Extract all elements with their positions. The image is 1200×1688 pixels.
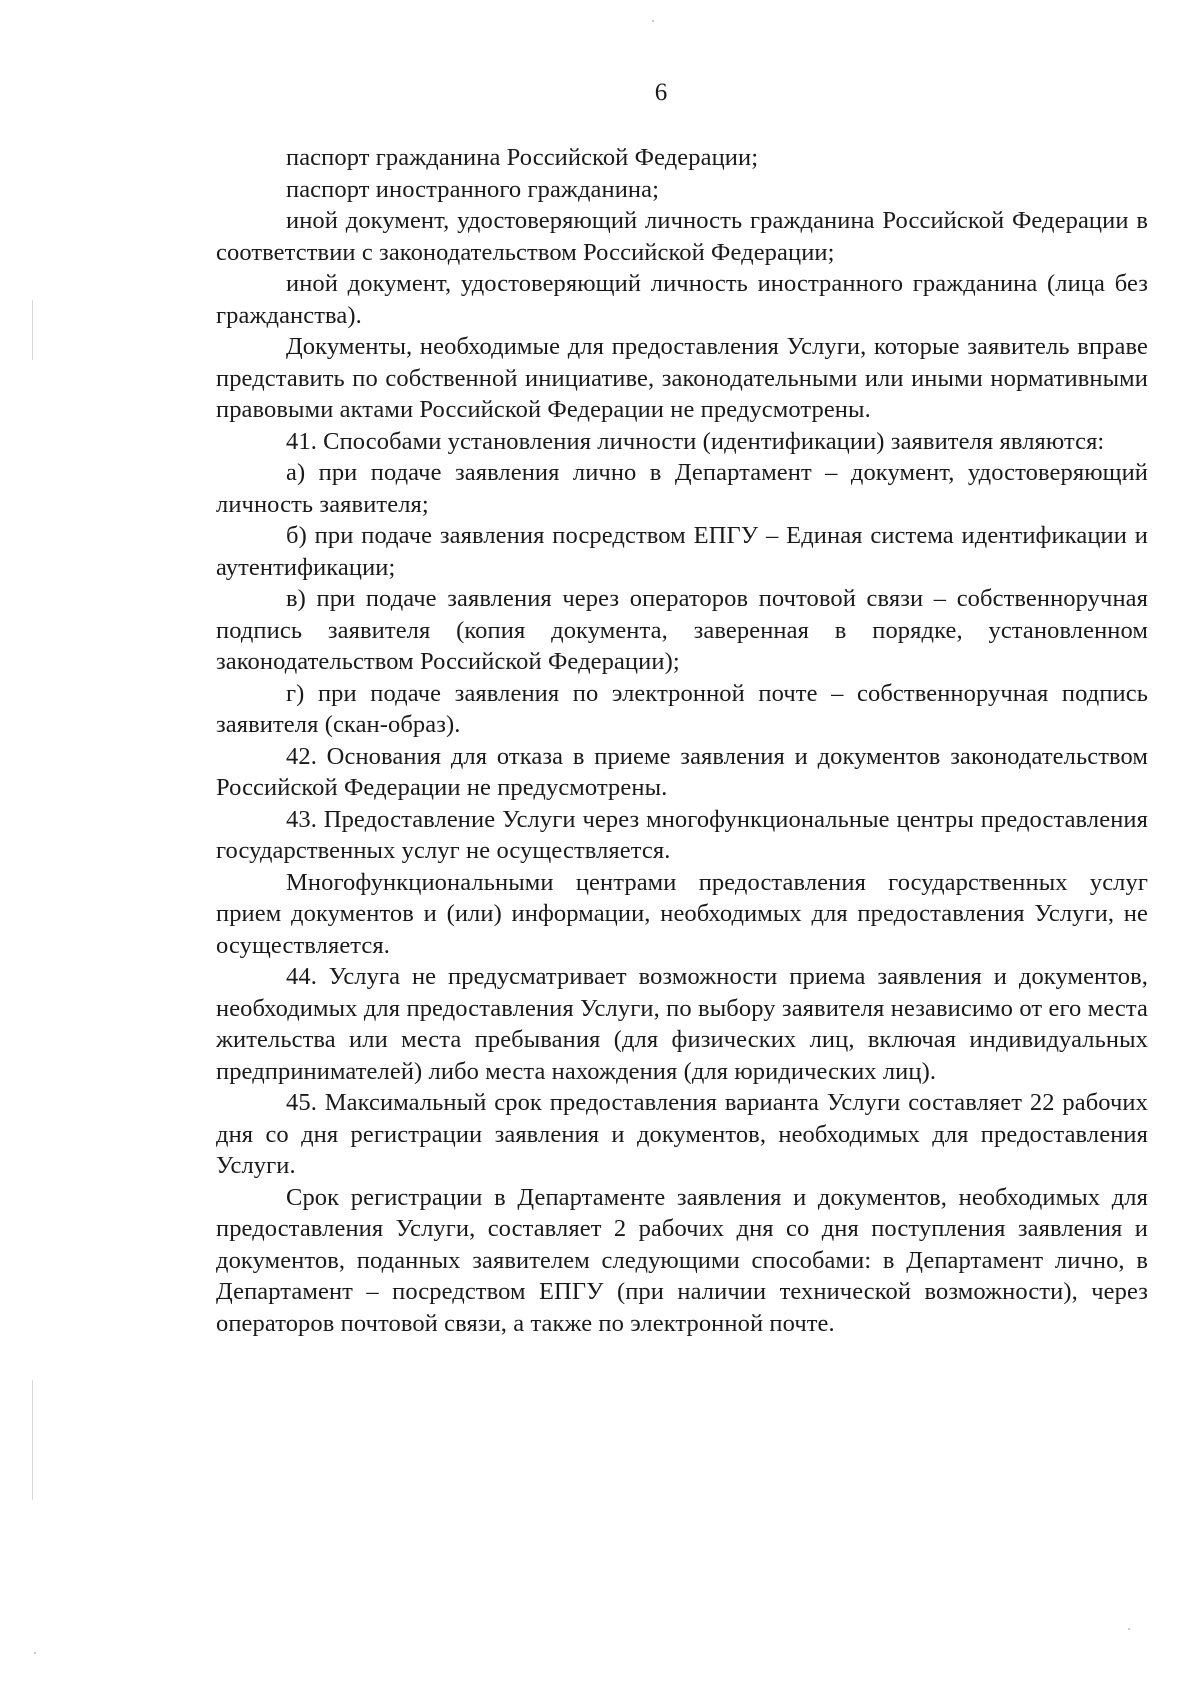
scan-margin-mark: [32, 1380, 33, 1500]
paragraph-subitem-g: г) при подаче заявления по электронной почте – собственноручная подпись заявителя (скан-образ).: [216, 679, 1148, 738]
paragraph: иной документ, удостоверяющий личность гражданина Российской Федерации в соответствии с законодательством Российской Федерации;: [216, 207, 1148, 266]
paragraph-subitem-b: б) при подаче заявления посредством ЕПГУ – Единая система идентификации и аутентификации;: [216, 522, 1148, 581]
paragraph-item-43: 43. Предоставление Услуги через многофункциональные центры предоставления государственных услуг не осуществляется.: [216, 805, 1148, 864]
paragraph: Срок регистрации в Департаменте заявления и документов, необходимых для предоставления Услуги, составляет 2 рабочих дня со дня поступления заявления и документов, поданных заявителем следующими способами: в Департамент лично, в Департамент – посредством ЕПГУ (при наличии технической возможности), через операторов почтовой связи, а также по электронной почте.: [216, 1183, 1148, 1337]
paragraph-item-41: 41. Способами установления личности (идентификации) заявителя являются:: [286, 427, 1105, 455]
paragraph: паспорт иностранного гражданина;: [286, 175, 660, 203]
paragraph-item-44: 44. Услуга не предусматривает возможности приема заявления и документов, необходимых для предоставления Услуги, по выбору заявителя независимо от его места жительства или места пребывания (для физических лиц, включая индивидуальных предпринимателей) либо места нахождения (для юридических лиц).: [216, 963, 1148, 1085]
paragraph: иной документ, удостоверяющий личность иностранного гражданина (лица без гражданства).: [216, 270, 1148, 329]
paragraph-subitem-v: в) при подаче заявления через операторов почтовой связи – собственноручная подпись заявителя (копия документа, заверенная в порядке, установленном законодательством Российской Федерации);: [216, 585, 1148, 675]
scan-speck: [1128, 1628, 1130, 1630]
scan-speck: [652, 20, 654, 22]
paragraph-item-45: 45. Максимальный срок предоставления варианта Услуги составляет 22 рабочих дня со дня регистрации заявления и документов, необходимых для предоставления Услуги.: [216, 1089, 1148, 1179]
scan-margin-mark: [32, 300, 33, 360]
paragraph-subitem-a: а) при подаче заявления лично в Департамент – документ, удостоверяющий личность заявителя;: [216, 459, 1148, 518]
scan-speck: [34, 1652, 36, 1654]
document-body: [216, 142, 1148, 1339]
paragraph: Многофункциональными центрами предоставления государственных услуг прием документов и (или) информации, необходимых для предоставления Услуги, не осуществляется.: [216, 868, 1148, 959]
paragraph: паспорт гражданина Российской Федерации;: [286, 144, 759, 171]
paragraph: Документы, необходимые для предоставления Услуги, которые заявитель вправе представить по собственной инициативе, законодательными или иными нормативными правовыми актами Российской Федерации не предусмотрены.: [216, 333, 1148, 423]
page-number: 6: [654, 79, 668, 106]
paragraph-item-42: 42. Основания для отказа в приеме заявления и документов законодательством Российской Федерации не предусмотрены.: [216, 742, 1148, 801]
